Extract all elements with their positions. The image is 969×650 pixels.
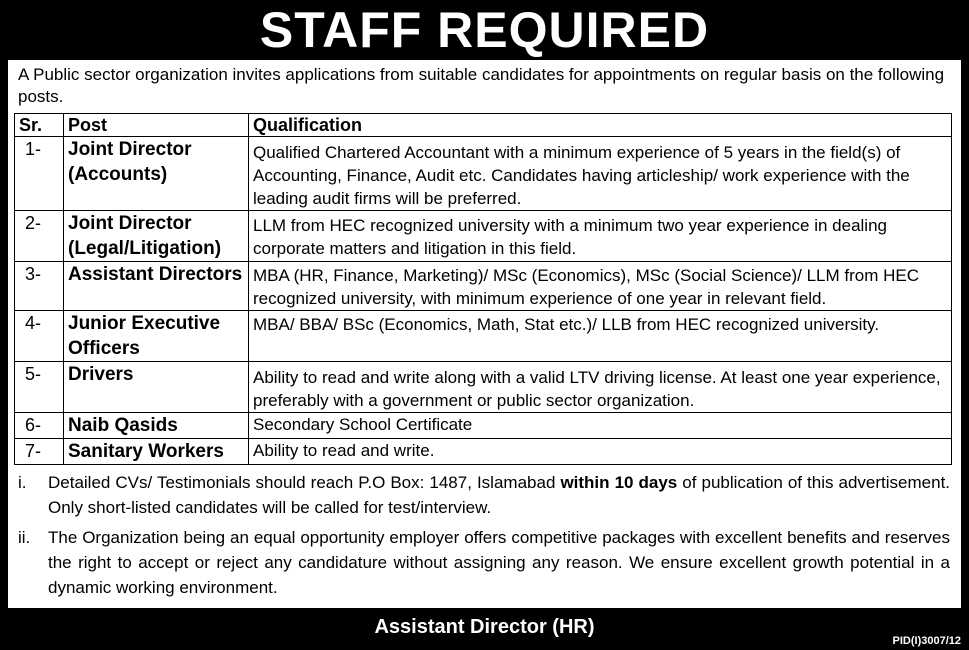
row-post: Drivers [64,362,249,413]
row-post: Joint Director (Legal/Litigation) [64,211,249,262]
note-text [48,470,950,520]
note-item [18,525,950,600]
row-post: Naib Qasids [64,413,249,439]
table-header-row [15,114,952,137]
note-text: The Organization being an equal opportunity employer offers competitive packages with excellent benefits and reserves the right to accept or reject any candidature without assigning any reason. We ensure excellent growth potential in a dynamic working environment. [48,528,950,597]
table-row [15,262,952,311]
row-qualification: MBA/ BBA/ BSc (Economics, Math, Stat etc.)/ LLB from HEC recognized university. [249,311,952,362]
row-sr: 7- [15,439,64,465]
table-row [15,439,952,465]
table-row [15,413,952,439]
row-sr: 2- [15,211,64,262]
note-text-part: of publication of this advertisement. Only short-listed candidates will be called for test/interview. [48,473,951,517]
row-sr: 1- [15,137,64,211]
row-qualification: Secondary School Certificate [249,413,952,439]
header-sr: Sr. [15,114,64,137]
header-post: Post [64,114,249,137]
row-qualification: MBA (HR, Finance, Marketing)/ MSc (Economics), MSc (Social Science)/ LLM from HEC recognized university, with minimum experience of one year in relevant field. [249,262,952,311]
row-qualification: Ability to read and write. [249,439,952,465]
pid-number: PID(I)3007/12 [892,635,961,647]
row-qualification: Qualified Chartered Accountant with a minimum experience of 5 years in the field(s) of Accounting, Finance, Audit etc. Candidates having articleship/ work experience with the leading audit firms will be preferred. [249,137,952,211]
note-number: ii. [18,528,31,547]
table-row [15,311,952,362]
row-sr: 4- [15,311,64,362]
row-sr: 5- [15,362,64,413]
row-qualification: LLM from HEC recognized university with a minimum two year experience in dealing corporate matters and litigation in this field. [249,211,952,262]
intro-text: A Public sector organization invites applications from suitable candidates for appointments on regular basis on the following posts. [18,65,945,106]
table-row [15,362,952,413]
row-post: Sanitary Workers [64,439,249,465]
header-qualification: Qualification [249,114,952,137]
row-post: Joint Director (Accounts) [64,137,249,211]
posts-table [14,113,952,465]
row-qualification: Ability to read and write along with a valid LTV driving license. At least one year experience, preferably with a government or public sector organization. [249,362,952,413]
row-sr: 6- [15,413,64,439]
row-sr: 3- [15,262,64,311]
note-text-part: Detailed CVs/ Testimonials should reach P.O Box: 1487, Islamabad [48,473,561,492]
note-number: i. [18,473,27,492]
table-row [15,137,952,211]
signatory: Assistant Director (HR) [374,616,595,638]
notes-list [18,470,950,605]
deadline-emphasis: within 10 days [560,473,678,492]
ad-footer [0,608,969,650]
row-post: Junior Executive Officers [64,311,249,362]
table-row [15,211,952,262]
ad-body [8,60,961,608]
ad-title: STAFF REQUIRED [0,0,969,60]
row-post: Assistant Directors [64,262,249,311]
note-item [18,470,950,520]
